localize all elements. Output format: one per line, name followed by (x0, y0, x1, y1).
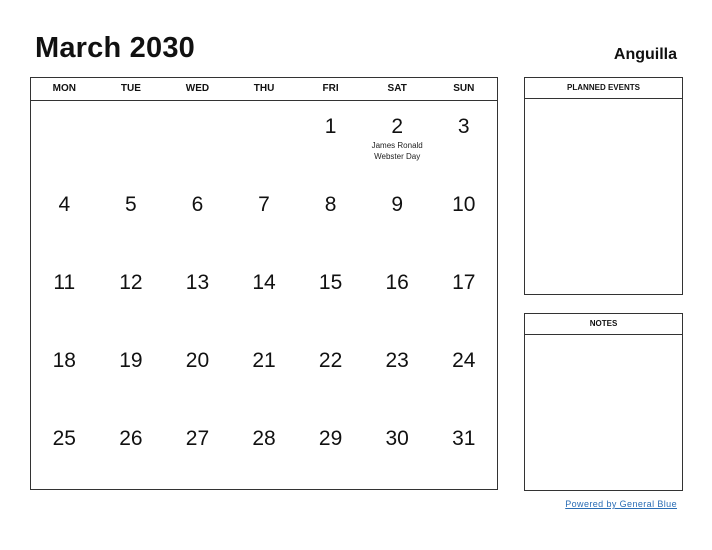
page-title: March 2030 (35, 32, 195, 64)
weekday-sat: SAT (387, 83, 407, 94)
weekday-thu: THU (253, 83, 275, 94)
day-number: 26 (119, 427, 143, 450)
day-cell (231, 335, 298, 413)
day-number: 13 (185, 271, 210, 294)
day-cell (231, 101, 298, 179)
day-cell (164, 257, 231, 335)
weekday-mon: MON (52, 83, 76, 94)
calendar-week-row (31, 257, 497, 335)
day-cell (98, 179, 165, 257)
day-cell (297, 335, 364, 413)
calendar-week-row (31, 101, 497, 179)
day-cell (231, 179, 298, 257)
day-cell (430, 335, 497, 413)
day-cell (31, 413, 98, 491)
day-number: 14 (252, 271, 276, 294)
weekday-sun: SUN (453, 83, 475, 94)
calendar-weeks (31, 101, 497, 491)
day-number: 10 (452, 193, 476, 216)
day-cell (31, 335, 98, 413)
day-cell (430, 257, 497, 335)
holiday-label: James Ronald Webster Day (371, 141, 423, 161)
day-number: 17 (452, 271, 476, 294)
day-number: 23 (385, 349, 409, 372)
day-cell (98, 257, 165, 335)
day-number: 19 (119, 349, 143, 372)
day-number: 8 (324, 193, 337, 216)
day-number: 22 (318, 349, 343, 372)
day-number: 31 (452, 427, 476, 450)
day-cell (364, 179, 431, 257)
day-cell (31, 257, 98, 335)
day-cell (430, 101, 497, 179)
day-cell (164, 335, 231, 413)
calendar-week-row (31, 413, 497, 491)
day-number: 27 (185, 427, 210, 450)
day-number: 7 (258, 193, 270, 216)
day-number: 15 (318, 271, 343, 294)
day-number: 9 (391, 193, 404, 216)
day-number: 20 (185, 349, 210, 372)
day-number: 12 (119, 271, 143, 294)
planned-events-heading: PLANNED EVENTS (525, 78, 682, 99)
weekday-fri: FRI (322, 83, 339, 94)
day-cell (364, 413, 431, 491)
day-cell (231, 257, 298, 335)
month-calendar (30, 77, 498, 490)
day-number: 29 (318, 427, 343, 450)
day-number: 6 (191, 193, 204, 216)
day-cell (164, 413, 231, 491)
day-cell (297, 101, 364, 179)
day-cell (430, 413, 497, 491)
calendar-week-row (31, 179, 497, 257)
day-cell (364, 257, 431, 335)
day-cell (364, 101, 431, 179)
calendar-week-row (31, 335, 497, 413)
day-cell (364, 335, 431, 413)
weekday-header-row (31, 78, 497, 101)
day-cell (231, 413, 298, 491)
weekday-wed: WED (185, 83, 210, 94)
day-cell (98, 101, 165, 179)
day-number: 2 (391, 115, 404, 138)
day-cell (297, 257, 364, 335)
powered-by-link[interactable]: Powered by General Blue (565, 499, 677, 509)
planned-events-panel (524, 77, 683, 295)
day-cell (31, 101, 98, 179)
day-cell (31, 179, 98, 257)
day-number: 11 (53, 271, 76, 294)
notes-heading: NOTES (525, 314, 682, 335)
weekday-tue: TUE (120, 83, 141, 94)
notes-panel (524, 313, 683, 491)
day-number: 5 (125, 193, 137, 216)
day-number: 18 (52, 349, 76, 372)
day-number: 21 (252, 349, 276, 372)
day-number: 30 (385, 427, 409, 450)
day-number: 28 (252, 427, 276, 450)
day-cell (164, 101, 231, 179)
day-cell (98, 335, 165, 413)
day-number: 24 (452, 349, 476, 372)
country-label: Anguilla (613, 46, 677, 63)
day-number: 4 (58, 193, 71, 216)
day-number: 16 (385, 271, 409, 294)
day-number: 1 (324, 115, 337, 138)
day-cell (164, 179, 231, 257)
day-cell (98, 413, 165, 491)
day-number: 3 (457, 115, 470, 138)
day-number: 25 (52, 427, 76, 450)
day-cell (430, 179, 497, 257)
day-cell (297, 413, 364, 491)
day-cell (297, 179, 364, 257)
